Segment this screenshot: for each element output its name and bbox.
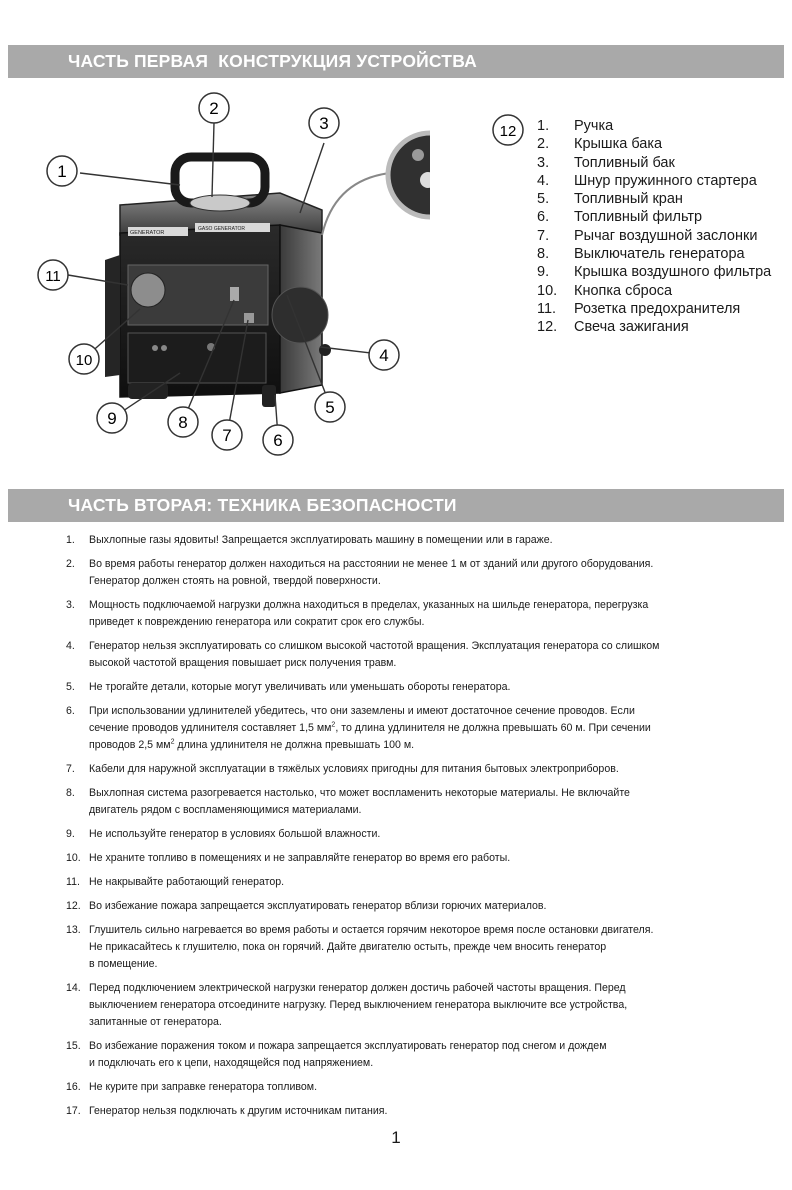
callout-12: 12 — [499, 123, 517, 140]
rule-text — [89, 703, 756, 754]
rule-number: 8. — [66, 787, 75, 799]
generator-diagram — [30, 85, 430, 465]
rule-number: 16. — [66, 1081, 81, 1093]
tank-cap-shape — [190, 195, 250, 211]
part-item — [537, 300, 777, 318]
part-label: Выключатель генератора — [574, 246, 745, 263]
rule-number: 6. — [66, 705, 75, 717]
callout-2: 2 — [209, 99, 219, 118]
part-number: 10. — [537, 282, 558, 299]
rule-number: 17. — [66, 1105, 81, 1117]
rule-number: 10. — [66, 852, 81, 864]
part-item — [537, 117, 777, 135]
rule-text: Не используйте генератор в условиях большой влажности. — [89, 828, 381, 840]
rule-number: 11. — [66, 876, 80, 888]
part-item — [537, 154, 777, 172]
part-item — [537, 282, 777, 300]
callout-6: 6 — [273, 431, 283, 450]
spark-plug-inset — [322, 133, 430, 235]
callout-10: 10 — [75, 352, 93, 369]
safety-rule — [66, 638, 756, 672]
safety-rule — [66, 1079, 756, 1096]
superscript: 2 — [170, 738, 175, 746]
callout-11: 11 — [45, 268, 61, 285]
part-item — [537, 245, 777, 263]
panel-text-left: GENERATOR — [130, 230, 165, 236]
rule-text: Генератор нельзя подключать к другим источникам питания. — [89, 1105, 388, 1117]
safety-rule — [66, 1038, 756, 1072]
part-number: 3. — [537, 154, 550, 171]
fuel-filter-shape — [262, 385, 276, 407]
switch-shape — [230, 287, 239, 301]
rule-text: Перед подключением электрической нагрузки генератор должен достичь рабочей частоты вращения. Перед выключением генератора отсоедините нагрузку. Перед выключением генератора выключите все устройства, запитанные от генератора. — [89, 982, 628, 1028]
safety-rule — [66, 874, 756, 891]
rule-number: 15. — [66, 1040, 81, 1052]
rule-text-part: При использовании удлинителей убедитесь, что они заземлены и имеют достаточное сечение проводов. Если сечение проводов удлинителя составляет 1,5 мм — [89, 705, 635, 734]
choke-lever-shape — [244, 313, 254, 323]
safety-rule — [66, 532, 756, 549]
part-label: Розетка предохранителя — [574, 300, 741, 317]
callout-5: 5 — [325, 398, 335, 417]
safety-rule — [66, 980, 756, 1031]
rule-text: Во избежание поражения током и пожара запрещается эксплуатировать генератор под снегом и дождем и подключать его к цепи, находящейся под напряжением. — [89, 1040, 607, 1069]
rule-text: Генератор нельзя эксплуатировать со слишком высокой частотой вращения. Эксплуатация генератора со слишком высокой частотой вращения повышает риск получения травм. — [89, 640, 660, 669]
safety-rule — [66, 679, 756, 696]
panel-text-right: GASO GENERATOR — [198, 226, 246, 232]
rule-number: 12. — [66, 900, 81, 912]
callout-4: 4 — [379, 346, 389, 365]
rule-number: 5. — [66, 681, 75, 693]
part-label: Свеча зажигания — [574, 319, 689, 336]
rule-number: 14. — [66, 982, 81, 994]
part-number: 11. — [537, 300, 557, 317]
safety-rule — [66, 597, 756, 631]
callout-1: 1 — [57, 162, 67, 181]
parts-list — [537, 117, 777, 337]
rule-number: 3. — [66, 599, 75, 611]
safety-rule — [66, 922, 756, 973]
socket-shape — [131, 273, 165, 307]
rule-number: 9. — [66, 828, 75, 840]
callout-3: 3 — [319, 114, 329, 133]
page-number: 1 — [391, 1128, 401, 1147]
part-item — [537, 190, 777, 208]
safety-rules-list — [66, 532, 756, 1127]
safety-rule — [66, 556, 756, 590]
part-number: 1. — [537, 118, 550, 134]
rule-text: Не накрывайте работающий генератор. — [89, 876, 285, 888]
part-label: Ручка — [574, 118, 614, 134]
safety-rule — [66, 850, 756, 867]
section-1-header: ЧАСТЬ ПЕРВАЯ КОНСТРУКЦИЯ УСТРОЙСТВА — [8, 45, 784, 78]
part-number: 6. — [537, 209, 550, 226]
safety-rule — [66, 898, 756, 915]
rule-number: 4. — [66, 640, 75, 652]
part-number: 12. — [537, 319, 558, 336]
safety-rule — [66, 761, 756, 778]
rule-text-part: , то длина удлинителя не должна превышать 60 м. При сечении проводов 2,5 мм — [89, 722, 651, 751]
rule-text: Не трогайте детали, которые могут увеличивать или уменьшать обороты генератора. — [89, 681, 511, 693]
callout-12-badge — [491, 113, 525, 147]
part-label: Топливный фильтр — [574, 209, 703, 226]
part-label: Топливный бак — [574, 154, 675, 171]
section-2-header: ЧАСТЬ ВТОРАЯ: ТЕХНИКА БЕЗОПАСНОСТИ — [8, 489, 784, 522]
rule-number: 13. — [66, 924, 81, 936]
part-item — [537, 135, 777, 153]
part-item — [537, 318, 777, 336]
rule-text: Выхлопная система разогревается настолько, что может воспламенить некоторые материалы. Не включайте двигатель рядом с воспламеняющимися материалами. — [89, 787, 630, 816]
part-label: Шнур пружинного стартера — [574, 172, 757, 189]
rule-text: Мощность подключаемой нагрузки должна находиться в пределах, указанных на шильде генератора, перегрузка приведет к повреждению генератора или сократит срок его службы. — [89, 599, 649, 628]
part-number: 9. — [537, 264, 550, 281]
superscript: 2 — [331, 721, 336, 729]
safety-rule — [66, 785, 756, 819]
rule-text: Во избежание пожара запрещается эксплуатировать генератор вблизи горючих материалов. — [89, 900, 547, 912]
part-number: 7. — [537, 227, 550, 244]
rule-text: Во время работы генератор должен находиться на расстоянии не менее 1 м от зданий или другого оборудования. Генератор должен стоять на ровной, твердой поверхности. — [89, 558, 654, 587]
part-item — [537, 172, 777, 190]
part-label: Крышка бака — [574, 136, 663, 153]
rule-text: Кабели для наружной эксплуатации в тяжёлых условиях пригодны для питания бытовых электроприборов. — [89, 763, 619, 775]
callout-9: 9 — [107, 409, 117, 428]
part-label: Крышка воздушного фильтра — [574, 264, 772, 281]
part-label: Кнопка сброса — [574, 282, 673, 299]
safety-rule — [66, 1103, 756, 1120]
part-number: 8. — [537, 246, 550, 263]
part-number: 5. — [537, 191, 550, 208]
generator-body — [105, 157, 331, 407]
part-item — [537, 263, 777, 281]
part-number: 4. — [537, 172, 550, 189]
rule-number: 1. — [66, 534, 75, 546]
safety-rule — [66, 826, 756, 843]
safety-rule — [66, 703, 756, 754]
rule-text: Глушитель сильно нагревается во время работы и остается горячим некоторое время после остановки двигателя. Не прикасайтесь к глушителю, пока он горячий. Дайте двигателю остыть, прежде чем вносить генератор в помещение. — [89, 924, 654, 970]
rule-number: 7. — [66, 763, 75, 775]
part-item — [537, 208, 777, 226]
callout-7: 7 — [222, 426, 232, 445]
rule-text: Не храните топливо в помещениях и не заправляйте генератор во время его работы. — [89, 852, 511, 864]
rule-number: 2. — [66, 558, 75, 570]
part-number: 2. — [537, 136, 550, 153]
part-label: Рычаг воздушной заслонки — [574, 227, 758, 244]
part-label: Топливный кран — [574, 191, 683, 208]
part-item — [537, 227, 777, 245]
callout-8: 8 — [178, 413, 188, 432]
rule-text-part: длина удлинителя не должна превышать 100 м. — [174, 739, 415, 751]
rule-text: Выхлопные газы ядовиты! Запрещается эксплуатировать машину в помещении или в гараже. — [89, 534, 553, 546]
rule-text: Не курите при заправке генератора топливом. — [89, 1081, 318, 1093]
